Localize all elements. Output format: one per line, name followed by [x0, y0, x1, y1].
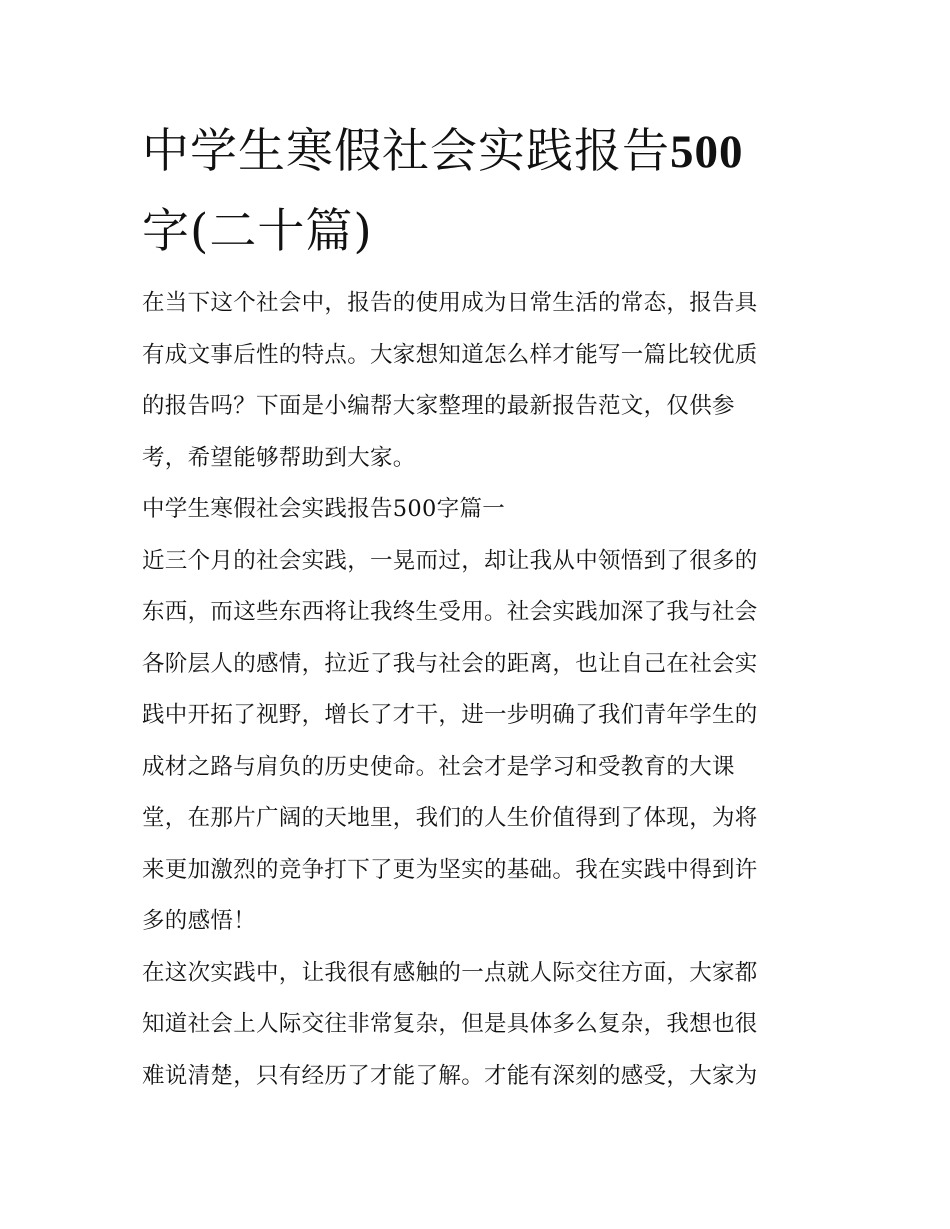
text-line: 来更加激烈的竞争打下了更为坚实的基础。我在实践中得到许 — [142, 856, 758, 883]
document-title — [142, 112, 822, 271]
text-line: 在这次实践中，让我很有感触的一点就人际交往方面，大家都 — [142, 959, 758, 986]
title-line-2: 字(二十篇) — [142, 204, 373, 259]
document-body — [142, 278, 822, 1102]
title-number-part: 500 — [670, 126, 744, 178]
text-line: 近三个月的社会实践，一晃而过，却让我从中领悟到了很多的 — [142, 547, 758, 574]
text-line: 有成文事后性的特点。大家想知道怎么样才能写一篇比较优质 — [142, 341, 758, 368]
text-line: 考，希望能够帮助到大家。 — [142, 444, 416, 471]
text-line: 的报告吗？下面是小编帮大家整理的最新报告范文，仅供参 — [142, 393, 735, 419]
text-line: 东西，而这些东西将让我终生受用。社会实践加深了我与社会 — [142, 599, 758, 625]
intro-paragraph — [142, 278, 822, 484]
title-line-1-text — [142, 124, 744, 179]
body-paragraph-1 — [142, 536, 822, 948]
body-paragraph-2 — [142, 948, 822, 1103]
text-line: 各阶层人的感情，拉近了我与社会的距离，也让自己在社会实 — [142, 650, 758, 677]
text-line: 难说清楚，只有经历了才能了解。才能有深刻的感受，大家为 — [142, 1062, 758, 1089]
text-line: 践中开拓了视野，增长了才干，进一步明确了我们青年学生的 — [142, 702, 758, 728]
text-line: 多的感悟！ — [142, 908, 257, 934]
section-heading — [142, 484, 822, 536]
document-page — [142, 112, 822, 1102]
text-line: 堂，在那片广阔的天地里，我们的人生价值得到了体现，为将 — [142, 805, 758, 831]
title-line-1 — [142, 112, 822, 192]
text-line: 成材之路与肩负的历史使命。社会才是学习和受教育的大课 — [142, 753, 735, 780]
text-line: 知道社会上人际交往非常复杂，但是具体多么复杂，我想也很 — [142, 1011, 758, 1037]
text-line: 中学生寒假社会实践报告500字篇一 — [142, 496, 506, 522]
text-line: 在当下这个社会中，报告的使用成为日常生活的常态，报告具 — [142, 290, 758, 316]
title-text-part: 中学生寒假社会实践报告 — [142, 124, 670, 179]
